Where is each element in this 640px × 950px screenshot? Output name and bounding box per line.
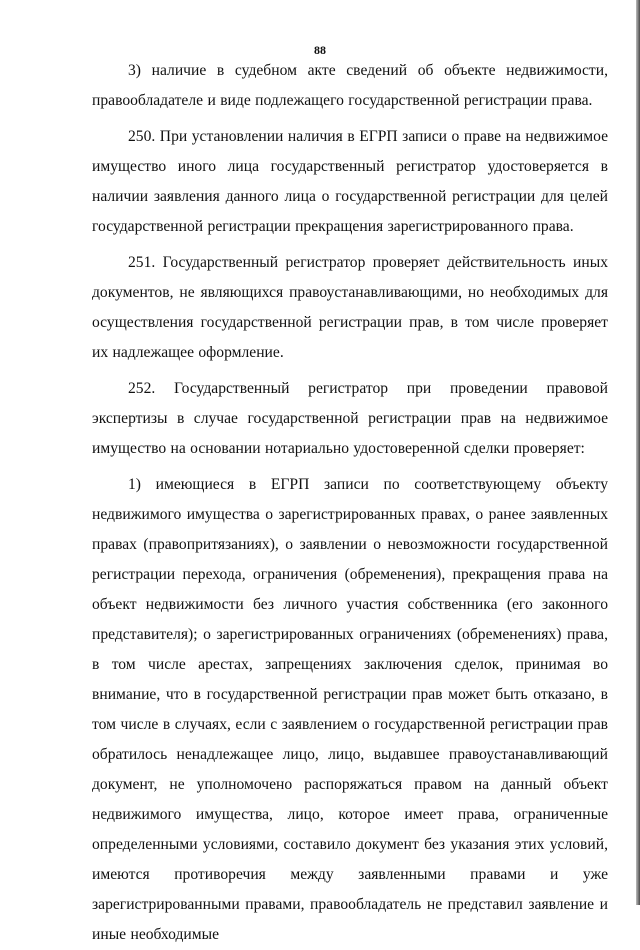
paragraph-251: 251. Государственный регистратор проверяет действительность иных документов, не являющихся правоустанавливающими, но необходимых для осуществления государственной регистрации прав, в том числе проверяет их надлежащее оформление. — [92, 254, 608, 361]
scan-edge-shadow — [636, 0, 640, 905]
page-number: 88 — [314, 43, 326, 57]
document-body — [92, 56, 608, 950]
paragraph-252-item-1: 1) имеющиеся в ЕГРП записи по соответствующему объекту недвижимого имущества о зарегистрированных правах, о ранее заявленных правах (правопритязаниях), о заявлении о невозможности государственной регистрации перехода, ограничения (обременения), прекращения права на объект недвижимости без личного участия собственника (его законного представителя); о зарегистрированных ограничениях (обременениях) права, в том числе арестах, запрещениях заключения сделок, принимая во внимание, что в государственной регистрации прав может быть отказано, в том числе в случаях, если с заявлением о государственной регистрации прав обратилось ненадлежащее лицо, лицо, выдавшее правоустанавливающий документ, не уполномочено распоряжаться правом на данный объект недвижимого имущества, лицо, которое имеет права, ограниченные определенными условиями, составило документ без указания этих условий, имеются противоречия между заявленными правами и уже зарегистрированными правами, правообладатель не представил заявление и иные необходимые — [92, 476, 608, 943]
paragraph-item-3: 3) наличие в судебном акте сведений об объекте недвижимости, правообладателе и виде подлежащего государственной регистрации права. — [92, 62, 608, 109]
paragraph-252: 252. Государственный регистратор при проведении правовой экспертизы в случае государственной регистрации прав на недвижимое имущество на основании нотариально удостоверенной сделки проверяет: — [92, 380, 608, 457]
paragraph-250: 250. При установлении наличия в ЕГРП записи о праве на недвижимое имущество иного лица государственный регистратор удостоверяется в наличии заявления данного лица о государственной регистрации для целей государственной регистрации прекращения зарегистрированного права. — [92, 128, 608, 235]
